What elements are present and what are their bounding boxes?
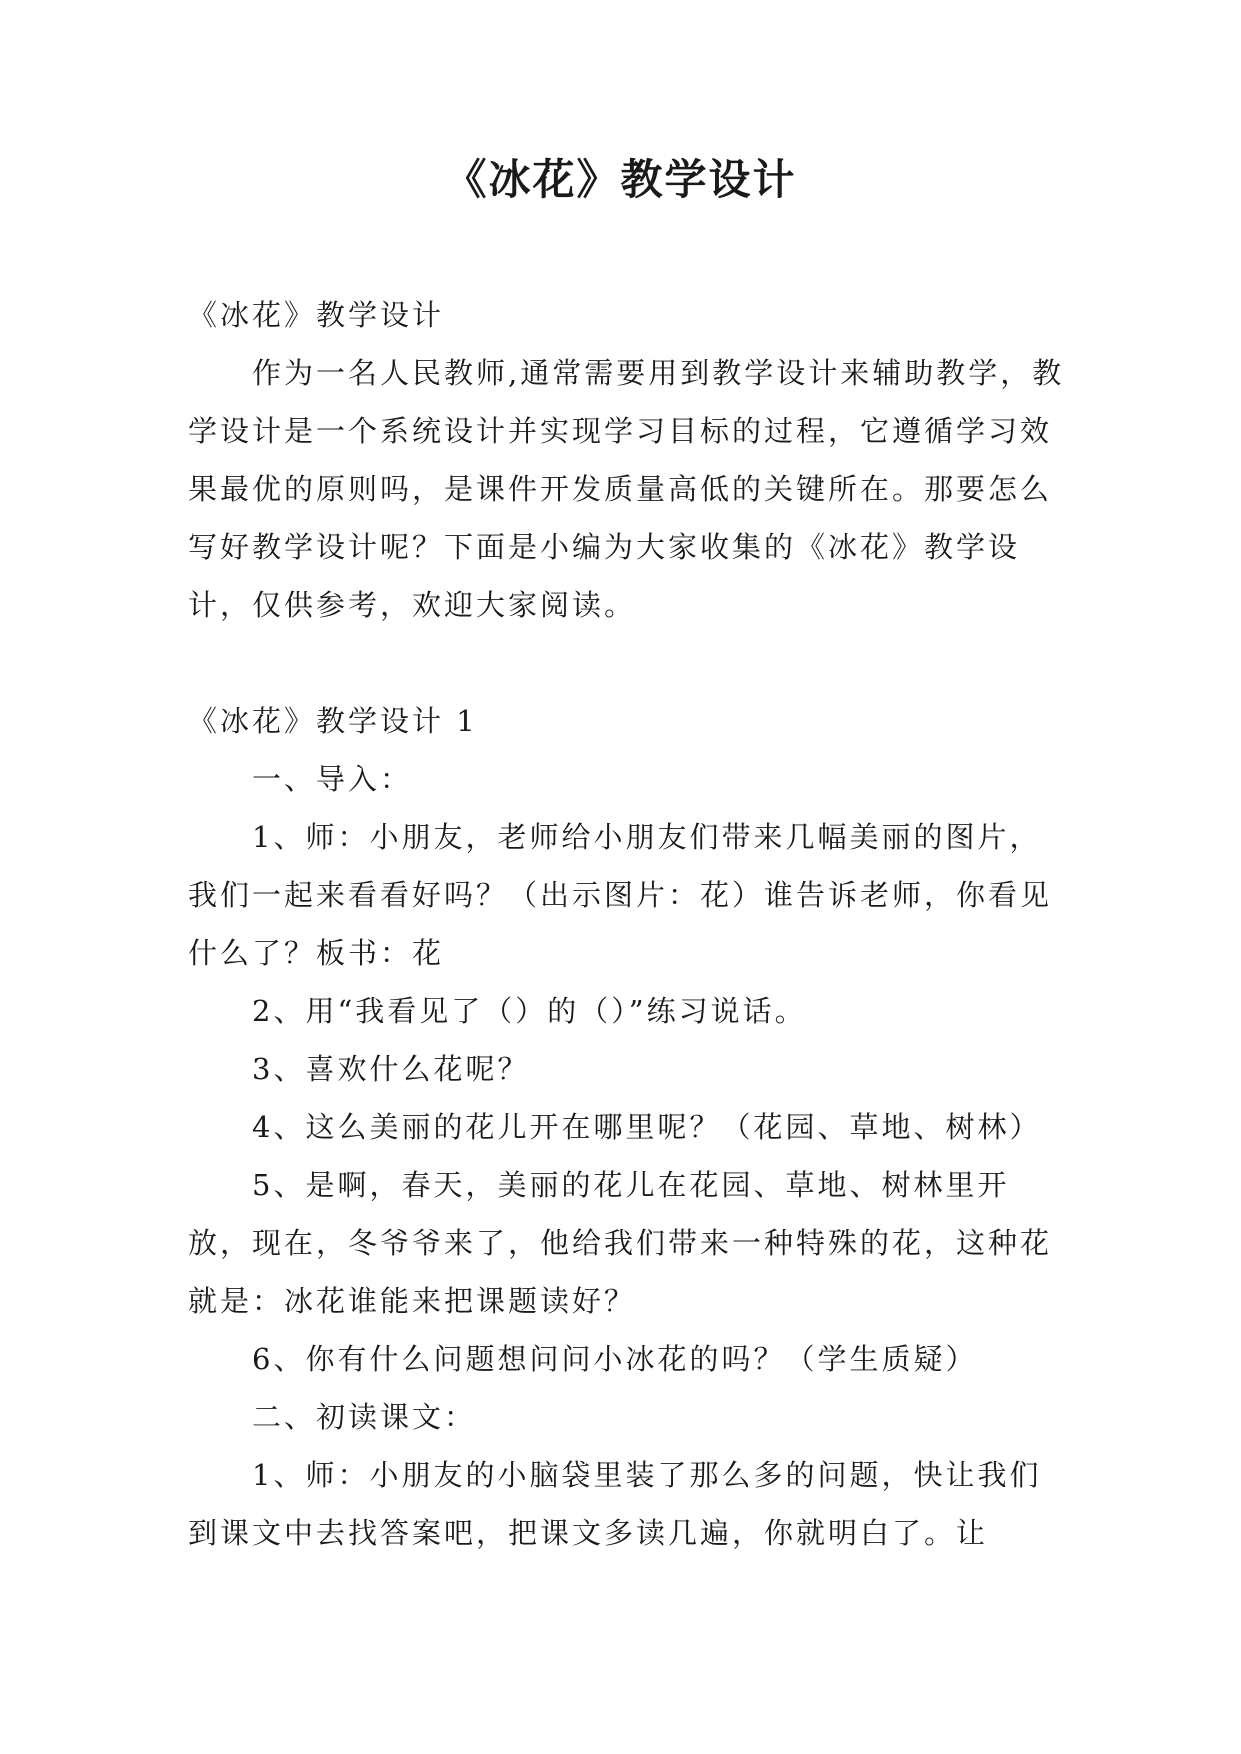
paragraph: 作为一名人民教师,通常需要用到教学设计来辅助教学，教学设计是一个系统设计并实现学习目标的过程，它遵循学习效果最优的原则吗，是课件开发质量高低的关键所在。那要怎么写好教学设计呢？下面是小编为大家收集的《冰花》教学设计，仅供参考，欢迎大家阅读。	[188, 356, 1065, 622]
paragraph: 一、导入：	[252, 762, 413, 796]
paragraph: 《冰花》教学设计	[188, 298, 445, 332]
paragraph: 5、是啊，春天，美丽的花儿在花园、草地、树林里开放，现在，冬爷爷来了，他给我们带来一种特殊的花，这种花就是：冰花谁能来把课题读好？	[188, 1168, 1053, 1318]
paragraph: 1、师：小朋友的小脑袋里装了那么多的问题，快让我们到课文中去找答案吧，把课文多读几遍，你就明白了。让	[188, 1458, 1042, 1550]
paragraph: 6、你有什么问题想问问小冰花的吗？（学生质疑）	[252, 1342, 978, 1376]
paragraph: 3、喜欢什么花呢？	[252, 1052, 530, 1086]
paragraph: 2、用“我看见了（）的（）”练习说话。	[252, 994, 807, 1028]
paragraph: 《冰花》教学设计 1	[188, 704, 478, 738]
document-title: 《冰花》教学设计	[444, 155, 797, 204]
paragraph: 二、初读课文：	[252, 1400, 477, 1434]
paragraph: 1、师：小朋友，老师给小朋友们带来几幅美丽的图片，我们一起来看看好吗？（出示图片：花）谁告诉老师，你看见什么了？板书：花	[188, 820, 1053, 970]
document-body	[188, 286, 1068, 1562]
paragraph: 4、这么美丽的花儿开在哪里呢？（花园、草地、树林）	[252, 1110, 1042, 1144]
